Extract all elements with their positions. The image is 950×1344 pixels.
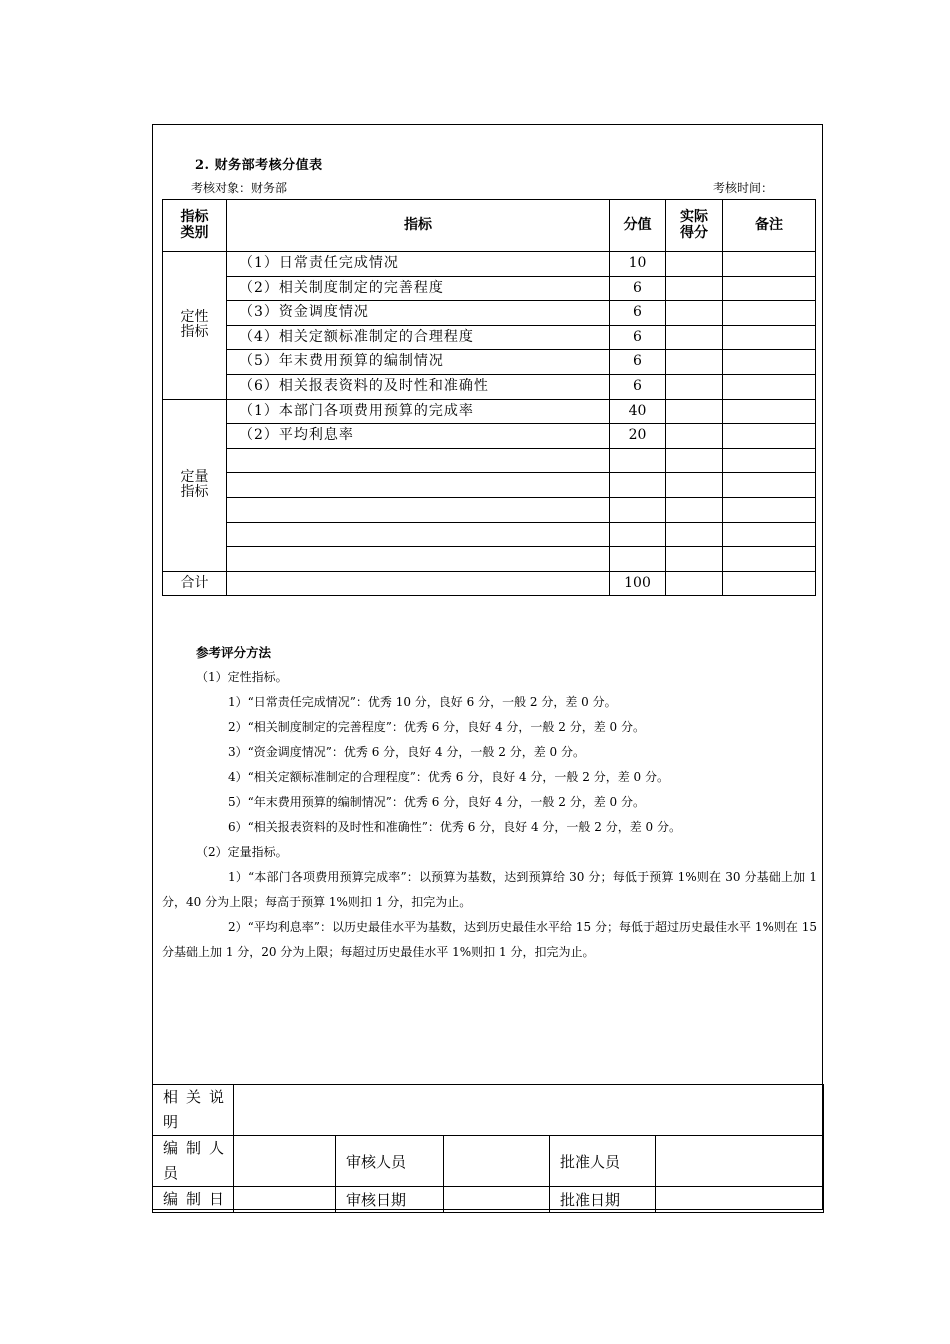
header-remark: 备注: [723, 200, 816, 252]
remark-cell[interactable]: [723, 276, 816, 301]
remark-cell[interactable]: [723, 252, 816, 277]
reviewed-by-field[interactable]: [444, 1136, 550, 1187]
total-indicator-cell: [227, 571, 610, 596]
header-score: 分值: [610, 200, 666, 252]
table-row: [163, 374, 816, 399]
qualitative-rule: 1）“日常责任完成情况”：优秀 10 分，良好 6 分，一般 2 分，差 0 分。: [228, 695, 617, 709]
remark-cell[interactable]: [723, 374, 816, 399]
score-cell: 6: [610, 301, 666, 326]
table-title: 2. 财务部考核分值表: [195, 158, 323, 173]
remark-cell[interactable]: [723, 301, 816, 326]
indicator-cell: （2）平均利息率: [227, 424, 610, 449]
actual-score-cell[interactable]: [666, 301, 723, 326]
indicator-cell: （2）相关制度制定的完善程度: [227, 276, 610, 301]
quantitative-rule: 2）“平均利息率”：以历史最佳水平为基数，达到历史最佳水平给 15 分；每低于超过历史最佳水平 1%则在 15 分基础上加 1 分，20 分为上限；每超过历史最佳水平 1%则扣 1 分，扣完为止。: [162, 920, 817, 959]
signature-table: [152, 1084, 824, 1213]
actual-score-cell[interactable]: [666, 374, 723, 399]
indicator-cell: （1）本部门各项费用预算的完成率: [227, 399, 610, 424]
indicator-cell: [227, 497, 610, 522]
score-cell: 40: [610, 399, 666, 424]
score-cell: [610, 522, 666, 547]
assessment-target: 考核对象：财务部: [191, 181, 288, 195]
category-cell: 定性 指标: [163, 252, 227, 400]
method-title: 参考评分方法: [196, 645, 272, 660]
qualitative-rule: 2）“相关制度制定的完善程度”：优秀 6 分，良好 4 分，一般 2 分，差 0 分。: [228, 720, 645, 734]
indicator-cell: [227, 547, 610, 572]
scoring-method: [162, 640, 817, 965]
remark-cell[interactable]: [723, 325, 816, 350]
table-row: [163, 522, 816, 547]
table-row: [163, 276, 816, 301]
header-actual-score: 实际 得分: [666, 200, 723, 252]
indicator-cell: （1）日常责任完成情况: [227, 252, 610, 277]
reviewed-date-field[interactable]: [444, 1187, 550, 1213]
table-row: [163, 448, 816, 473]
header-category: 指标 类别: [163, 200, 227, 252]
table-row: [163, 301, 816, 326]
table-row: [163, 399, 816, 424]
score-cell: [610, 448, 666, 473]
total-actual-cell[interactable]: [666, 571, 723, 596]
remark-cell[interactable]: [723, 473, 816, 498]
actual-score-cell[interactable]: [666, 325, 723, 350]
table-row: [163, 325, 816, 350]
quantitative-rule: 1）“本部门各项费用预算完成率”：以预算为基数，达到预算给 30 分；每低于预算 1%则在 30 分基础上加 1 分，40 分为上限；每高于预算 1%则扣 1 分，扣完为止。: [162, 870, 817, 909]
actual-score-cell[interactable]: [666, 252, 723, 277]
header-indicator: 指标: [227, 200, 610, 252]
remark-cell[interactable]: [723, 497, 816, 522]
indicator-cell: [227, 448, 610, 473]
table-row: [163, 497, 816, 522]
notes-label: 相关说明: [153, 1085, 234, 1136]
prepared-by-field[interactable]: [234, 1136, 336, 1187]
remark-cell[interactable]: [723, 424, 816, 449]
prepared-date-field[interactable]: [234, 1187, 336, 1213]
quantitative-heading: （2）定量指标。: [196, 845, 288, 859]
score-cell: 6: [610, 374, 666, 399]
assessment-time: 考核时间：: [713, 181, 774, 195]
remark-cell[interactable]: [723, 350, 816, 375]
table-row: [163, 350, 816, 375]
table-row: [163, 424, 816, 449]
score-cell: 6: [610, 276, 666, 301]
actual-score-cell[interactable]: [666, 497, 723, 522]
remark-cell[interactable]: [723, 522, 816, 547]
indicator-cell: [227, 522, 610, 547]
qualitative-rule: 5）“年末费用预算的编制情况”：优秀 6 分，良好 4 分，一般 2 分，差 0 分。: [228, 795, 645, 809]
prepared-by-label: 编制人员: [153, 1136, 234, 1187]
total-label: 合计: [163, 571, 227, 596]
remark-cell[interactable]: [723, 448, 816, 473]
actual-score-cell[interactable]: [666, 547, 723, 572]
remark-cell[interactable]: [723, 547, 816, 572]
category-cell: 定量 指标: [163, 399, 227, 571]
actual-score-cell[interactable]: [666, 399, 723, 424]
approved-by-label: 批准人员: [550, 1136, 656, 1187]
indicator-cell: （4）相关定额标准制定的合理程度: [227, 325, 610, 350]
actual-score-cell[interactable]: [666, 424, 723, 449]
qualitative-heading: （1）定性指标。: [196, 670, 288, 684]
actual-score-cell[interactable]: [666, 473, 723, 498]
score-cell: [610, 497, 666, 522]
qualitative-rule: 4）“相关定额标准制定的合理程度”：优秀 6 分，良好 4 分，一般 2 分，差 0 分。: [228, 770, 669, 784]
indicator-cell: [227, 473, 610, 498]
indicator-cell: （3）资金调度情况: [227, 301, 610, 326]
reviewed-by-label: 审核人员: [336, 1136, 444, 1187]
indicator-cell: （6）相关报表资料的及时性和准确性: [227, 374, 610, 399]
actual-score-cell[interactable]: [666, 276, 723, 301]
score-cell: 20: [610, 424, 666, 449]
approved-date-label: 批准日期: [550, 1187, 656, 1213]
score-cell: [610, 473, 666, 498]
table-row: [163, 252, 816, 277]
actual-score-cell[interactable]: [666, 350, 723, 375]
score-cell: [610, 547, 666, 572]
qualitative-rule: 3）“资金调度情况”：优秀 6 分，良好 4 分，一般 2 分，差 0 分。: [228, 745, 585, 759]
total-row: [163, 571, 816, 596]
score-cell: 6: [610, 350, 666, 375]
score-cell: 10: [610, 252, 666, 277]
notes-field[interactable]: [234, 1085, 824, 1136]
indicator-cell: （5）年末费用预算的编制情况: [227, 350, 610, 375]
qualitative-rule: 6）“相关报表资料的及时性和准确性”：优秀 6 分，良好 4 分，一般 2 分，差 0 分。: [228, 820, 681, 834]
approved-date-field[interactable]: [656, 1187, 824, 1213]
header-row: [163, 200, 816, 252]
remark-cell[interactable]: [723, 399, 816, 424]
table-row: [163, 473, 816, 498]
prepared-date-label: 编制日: [153, 1187, 234, 1213]
table-row: [163, 547, 816, 572]
score-table: [162, 199, 816, 596]
score-cell: 6: [610, 325, 666, 350]
total-score: 100: [610, 571, 666, 596]
approved-by-field[interactable]: [656, 1136, 824, 1187]
total-remark-cell[interactable]: [723, 571, 816, 596]
actual-score-cell[interactable]: [666, 522, 723, 547]
actual-score-cell[interactable]: [666, 448, 723, 473]
reviewed-date-label: 审核日期: [336, 1187, 444, 1213]
